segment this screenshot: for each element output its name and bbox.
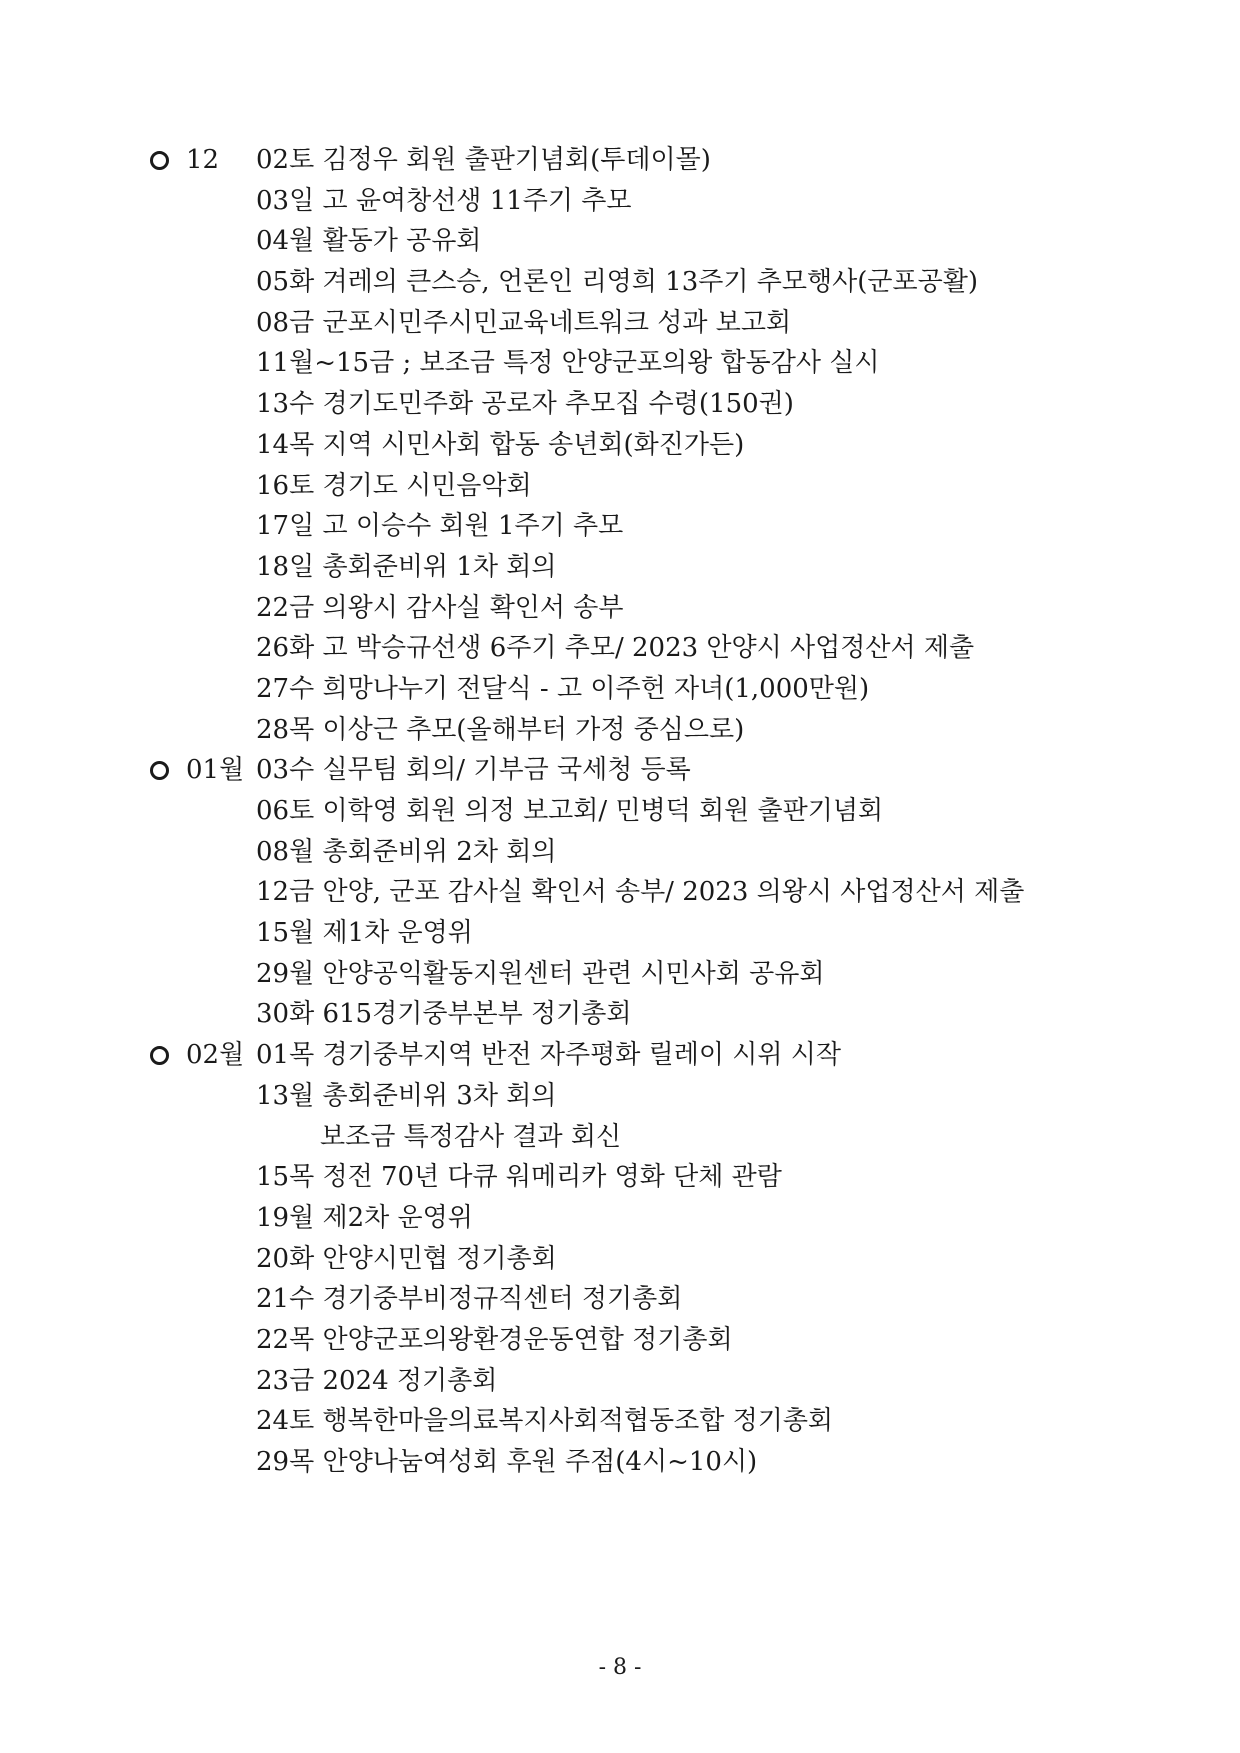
entry-text: 15월 제1차 운영위 [256, 918, 473, 949]
entry-text: 13수 경기도민주화 공로자 추모집 수령(150권) [256, 389, 794, 420]
list-item [150, 791, 1150, 832]
list-item [150, 628, 1150, 669]
entry-text: 19월 제2차 운영위 [256, 1202, 473, 1233]
entry-text: 13월 총회준비위 3차 회의 [256, 1080, 557, 1111]
list-item [150, 1076, 1150, 1117]
entry-text: 02토 김정우 회원 출판기념회(투데이몰) [256, 145, 711, 175]
list-item [150, 181, 1150, 222]
month-block-january [150, 750, 1150, 1035]
list-item [150, 669, 1150, 710]
entry-text: 15목 정전 70년 다큐 워메리카 영화 단체 관람 [256, 1162, 782, 1193]
entry-text: 22목 안양군포의왕환경운동연합 정기총회 [256, 1324, 733, 1355]
entry-text: 01목 경기중부지역 반전 자주평화 릴레이 시위 시작 [256, 1040, 841, 1071]
entry-text: 16토 경기도 시민음악회 [256, 470, 532, 501]
month-block-february [150, 1035, 1150, 1483]
list-item [150, 262, 1150, 303]
list-item [150, 343, 1150, 384]
list-item [150, 425, 1150, 466]
month-label: 02월 [186, 1040, 245, 1071]
list-item [150, 588, 1150, 629]
entry-text: 08월 총회준비위 2차 회의 [256, 836, 557, 867]
circle-bullet-icon [150, 1046, 169, 1065]
list-item [150, 913, 1150, 954]
entry-text: 29목 안양나눔여성회 후원 주점(4시~10시) [256, 1447, 758, 1477]
list-item [150, 384, 1150, 425]
entry-text: 27수 희망나누기 전달식 - 고 이주헌 자녀(1,000만원) [256, 673, 870, 704]
entry-text: 14목 지역 시민사회 합동 송년회(화진가든) [256, 429, 745, 460]
list-item [150, 140, 1150, 181]
entry-text: 20화 안양시민협 정기총회 [256, 1243, 557, 1274]
month-block-december [150, 140, 1150, 750]
list-item [150, 994, 1150, 1035]
entry-text: 23금 2024 정기총회 [256, 1365, 498, 1396]
entry-text: 11월~15금 ; 보조금 특정 안양군포의왕 합동감사 실시 [256, 348, 880, 379]
entry-text: 30화 615경기중부본부 정기총회 [256, 999, 632, 1030]
entry-text: 03일 고 윤여창선생 11주기 추모 [256, 185, 632, 216]
list-item [150, 750, 1150, 791]
page-number: - 8 - [598, 1655, 642, 1680]
list-item [150, 1361, 1150, 1402]
list-item [150, 710, 1150, 751]
schedule-list [150, 140, 1150, 1483]
entry-text: 18일 총회준비위 1차 회의 [256, 551, 557, 582]
list-item [150, 1442, 1150, 1483]
list-item [150, 1239, 1150, 1280]
list-item [150, 1117, 1150, 1158]
entry-text: 03수 실무팀 회의/ 기부금 국세청 등록 [256, 755, 691, 786]
circle-bullet-icon [150, 761, 169, 780]
circle-bullet-icon [150, 151, 169, 170]
entry-text: 08금 군포시민주시민교육네트워크 성과 보고회 [256, 307, 792, 338]
entry-text: 26화 고 박승규선생 6주기 추모/ 2023 안양시 사업정산서 제출 [256, 633, 975, 664]
list-item [150, 466, 1150, 507]
entry-text: 22금 의왕시 감사실 확인서 송부 [256, 592, 624, 623]
entry-text: 06토 이학영 회원 의정 보고회/ 민병덕 회원 출판기념회 [256, 796, 884, 826]
list-item [150, 506, 1150, 547]
list-item [150, 1035, 1150, 1076]
entry-text: 21수 경기중부비정규직센터 정기총회 [256, 1284, 683, 1315]
month-label: 01월 [186, 755, 245, 786]
list-item [150, 832, 1150, 873]
list-item [150, 872, 1150, 913]
list-item [150, 1157, 1150, 1198]
month-label: 12 [186, 145, 220, 175]
entry-text: 28목 이상근 추모(올해부터 가정 중심으로) [256, 714, 745, 745]
list-item [150, 221, 1150, 262]
entry-text: 29월 안양공익활동지원센터 관련 시민사회 공유회 [256, 958, 825, 989]
list-item [150, 1198, 1150, 1239]
entry-text: 17일 고 이승수 회원 1주기 추모 [256, 511, 624, 542]
list-item [150, 1279, 1150, 1320]
list-item [150, 547, 1150, 588]
entry-text: 12금 안양, 군포 감사실 확인서 송부/ 2023 의왕시 사업정산서 제출 [256, 877, 1025, 908]
list-item [150, 1320, 1150, 1361]
entry-text: 04월 활동가 공유회 [256, 226, 482, 257]
entry-text: 24토 행복한마을의료복지사회적협동조합 정기총회 [256, 1406, 834, 1437]
list-item [150, 1401, 1150, 1442]
entry-text: 05화 겨레의 큰스승, 언론인 리영희 13주기 추모행사(군포공활) [256, 267, 978, 298]
list-item [150, 954, 1150, 995]
list-item [150, 303, 1150, 344]
entry-text: 보조금 특정감사 결과 회신 [320, 1121, 622, 1152]
